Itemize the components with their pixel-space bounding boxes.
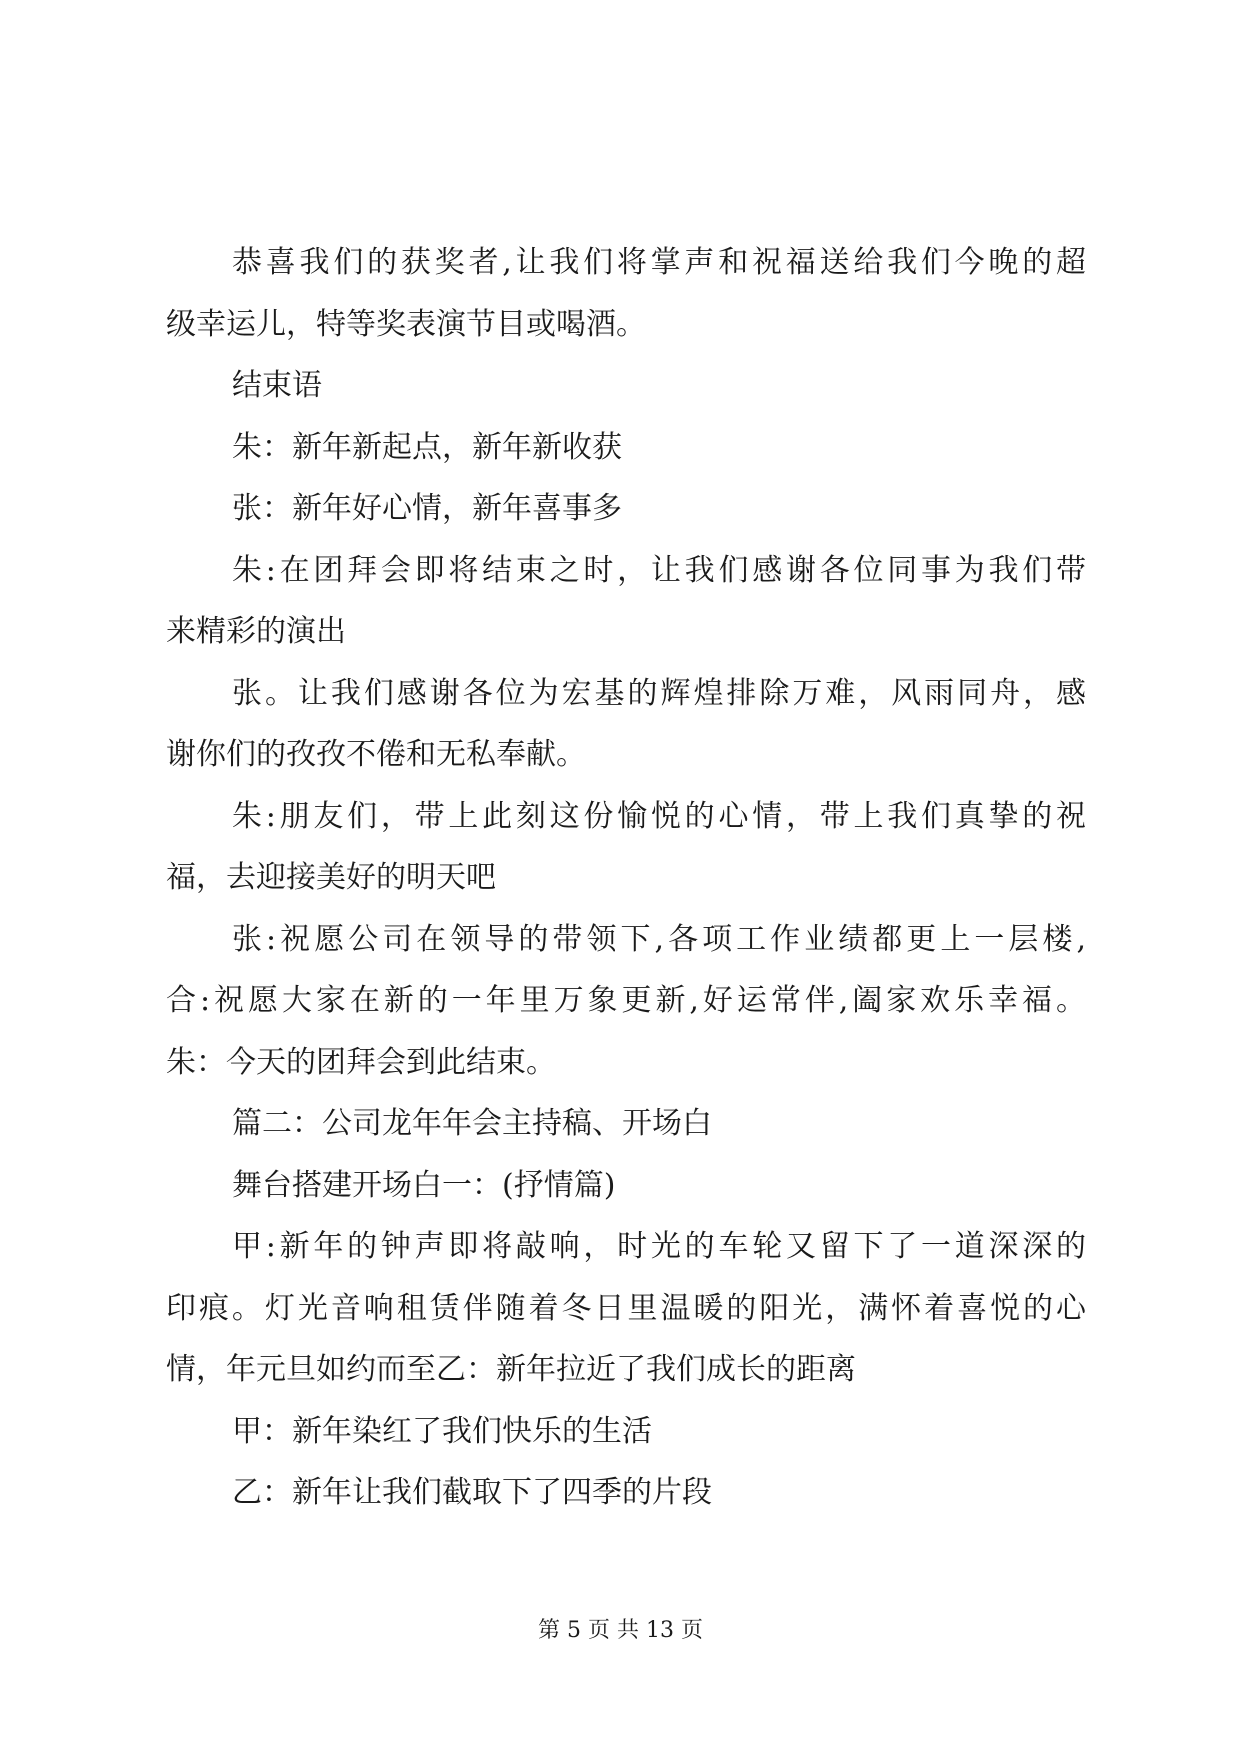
text-line: 乙：新年让我们截取下了四季的片段 xyxy=(232,1475,712,1510)
section-heading: 篇二：公司龙年年会主持稿、开场白 xyxy=(232,1106,712,1141)
text-line: 印痕。灯光音响租赁伴随着冬日里温暖的阳光，满怀着喜悦的心 xyxy=(166,1290,1086,1326)
text-line: 甲：新年染红了我们快乐的生活 xyxy=(232,1413,652,1449)
text-line: 朱：今天的团拜会到此结束。 xyxy=(166,1044,556,1080)
text-line: 张。让我们感谢各位为宏基的辉煌排除万难，风雨同舟，感 xyxy=(232,675,1086,711)
body-text xyxy=(166,232,1086,1524)
text-line: 甲:新年的钟声即将敲响，时光的车轮又留下了一道深深的 xyxy=(232,1229,1086,1264)
text-line: 朱:在团拜会即将结束之时，让我们感谢各位同事为我们带 xyxy=(232,552,1086,588)
text-line: 张：新年好心情，新年喜事多 xyxy=(232,491,622,526)
text-line: 朱:朋友们，带上此刻这份愉悦的心情，带上我们真挚的祝 xyxy=(232,798,1086,834)
text-line: 情，年元旦如约而至乙：新年拉近了我们成长的距离 xyxy=(166,1352,856,1387)
page-number-footer: 第 5 页 共 13 页 xyxy=(538,1618,703,1643)
text-line: 恭喜我们的获奖者,让我们将掌声和祝福送给我们今晚的超 xyxy=(232,245,1086,280)
text-line: 合:祝愿大家在新的一年里万象更新,好运常伴,阖家欢乐幸福。 xyxy=(166,983,1086,1018)
text-line: 朱：新年新起点，新年新收获 xyxy=(232,429,622,465)
text-line: 来精彩的演出 xyxy=(166,614,346,649)
text-line: 福，去迎接美好的明天吧 xyxy=(166,860,496,895)
section-heading: 结束语 xyxy=(232,368,322,403)
text-line: 谢你们的孜孜不倦和无私奉献。 xyxy=(166,737,586,772)
text-line: 张:祝愿公司在领导的带领下,各项工作业绩都更上一层楼, xyxy=(232,921,1086,957)
text-line: 级幸运儿，特等奖表演节目或喝酒。 xyxy=(166,306,646,342)
text-line: 舞台搭建开场白一：(抒情篇) xyxy=(232,1167,616,1203)
